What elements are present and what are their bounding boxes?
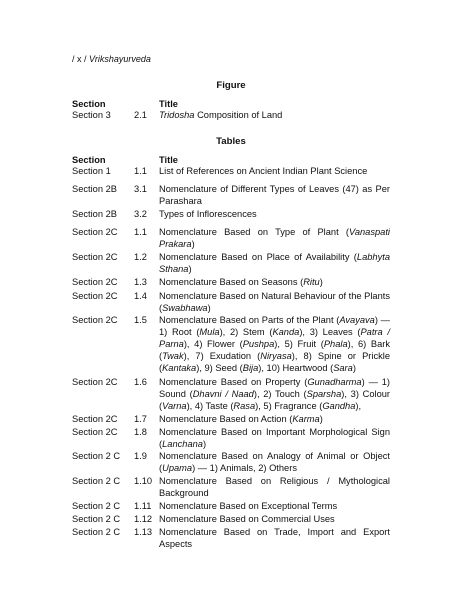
running-head [72, 53, 151, 65]
table-row-number: 1.9 [134, 451, 147, 461]
table-row-section: Section 2B [72, 209, 117, 219]
table-row-number: 1.1 [134, 166, 147, 176]
figure-row-section: Section 3 [72, 110, 111, 120]
table-row-title: Nomenclature Based on Analogy of Animal or Object (Upama) — 1) Animals, 2) Others [159, 451, 390, 473]
table-row-section: Section 2B [72, 184, 117, 194]
table-row-section: Section 2 C [72, 451, 121, 461]
table-row-section: Section 2 C [72, 514, 121, 524]
table-row-title: Nomenclature Based on Important Morphological Sign (Lanchana) [159, 427, 390, 449]
figure-title-header: Title [159, 99, 178, 109]
table-row-title: Nomenclature Based on Parts of the Plant (Avayava) — 1) Root (Mula), 2) Stem (Kanda), 3) Leaves (Patra / Parna), 4) Flower (Pushpa), 5) Fruit (Phala), 6) Bark (Twak), 7) Exudation (Niryasa), 8) Spine or Prickle (Kantaka), 9) Seed (Bija), 10) Heartwood (Sara) [159, 315, 391, 373]
figure-heading: Figure [216, 80, 246, 91]
table-row-number: 3.1 [134, 184, 147, 194]
table-row-section: Section 2C [72, 277, 118, 287]
table-row-title: Nomenclature Based on Religious / Mythological Background [159, 476, 390, 498]
tables-heading: Tables [216, 136, 246, 147]
table-row-number: 1.2 [134, 252, 147, 262]
figure-row-title: Tridosha Composition of Land [159, 110, 283, 120]
table-row-title: Nomenclature Based on Type of Plant (Vanaspati Prakara) [159, 227, 390, 249]
table-row-number: 1.6 [134, 377, 147, 387]
table-row-title: Nomenclature of Different Types of Leaves (47) as Per Parashara [159, 184, 390, 206]
table-row-section: Section 1 [72, 166, 111, 176]
table-row-section: Section 2C [72, 315, 118, 325]
table-row-section: Section 2C [72, 427, 118, 437]
table-row-title: Nomenclature Based on Commercial Uses [159, 514, 335, 524]
running-head-title: Vrikshayurveda [89, 54, 151, 64]
table-row-title: Types of Inflorescences [159, 209, 257, 219]
tables-title-header: Title [159, 155, 178, 165]
table-row-title: Nomenclature Based on Exceptional Terms [159, 501, 338, 511]
table-row-number: 1.10 [134, 476, 153, 486]
table-row-section: Section 2C [72, 377, 118, 387]
table-row-title: Nomenclature Based on Place of Availability (Labhyta Sthana) [159, 252, 390, 274]
table-row-section: Section 2 C [72, 476, 121, 486]
table-row-title: Nomenclature Based on Action (Karma) [159, 414, 323, 424]
table-row-number: 1.12 [134, 514, 153, 524]
table-row-title: Nomenclature Based on Trade, Import and Export Aspects [159, 527, 390, 549]
table-row-section: Section 2 C [72, 501, 121, 511]
table-row-title: Nomenclature Based on Seasons (Ritu) [159, 277, 323, 287]
tables-section-header: Section [72, 155, 106, 165]
table-row-title: Nomenclature Based on Property (Gunadharma) — 1) Sound (Dhavni / Naad), 2) Touch (Sparsha), 3) Colour (Varna), 4) Taste (Rasa), 5) Fragrance (Gandha), [159, 377, 391, 411]
table-row-section: Section 2C [72, 291, 118, 301]
table-row-number: 1.5 [134, 315, 147, 325]
table-row-section: Section 2 C [72, 527, 121, 537]
table-row-number: 1.8 [134, 427, 147, 437]
table-row-section: Section 2C [72, 252, 118, 262]
table-row-number: 1.13 [134, 527, 153, 537]
table-row-section: Section 2C [72, 414, 118, 424]
table-row-title: Nomenclature Based on Natural Behaviour of the Plants (Swabhawa) [159, 291, 391, 313]
table-row-number: 1.4 [134, 291, 147, 301]
table-row-number: 1.3 [134, 277, 147, 287]
table-row-number: 1.11 [134, 501, 152, 511]
table-row-number: 3.2 [134, 209, 147, 219]
table-row-number: 1.1 [134, 227, 147, 237]
table-row-section: Section 2C [72, 227, 118, 237]
running-head-prefix: / x / [72, 54, 87, 64]
table-row-number: 1.7 [134, 414, 147, 424]
figure-section-header: Section [72, 99, 106, 109]
figure-row-number: 2.1 [134, 110, 147, 120]
table-row-title: List of References on Ancient Indian Plant Science [159, 166, 368, 176]
